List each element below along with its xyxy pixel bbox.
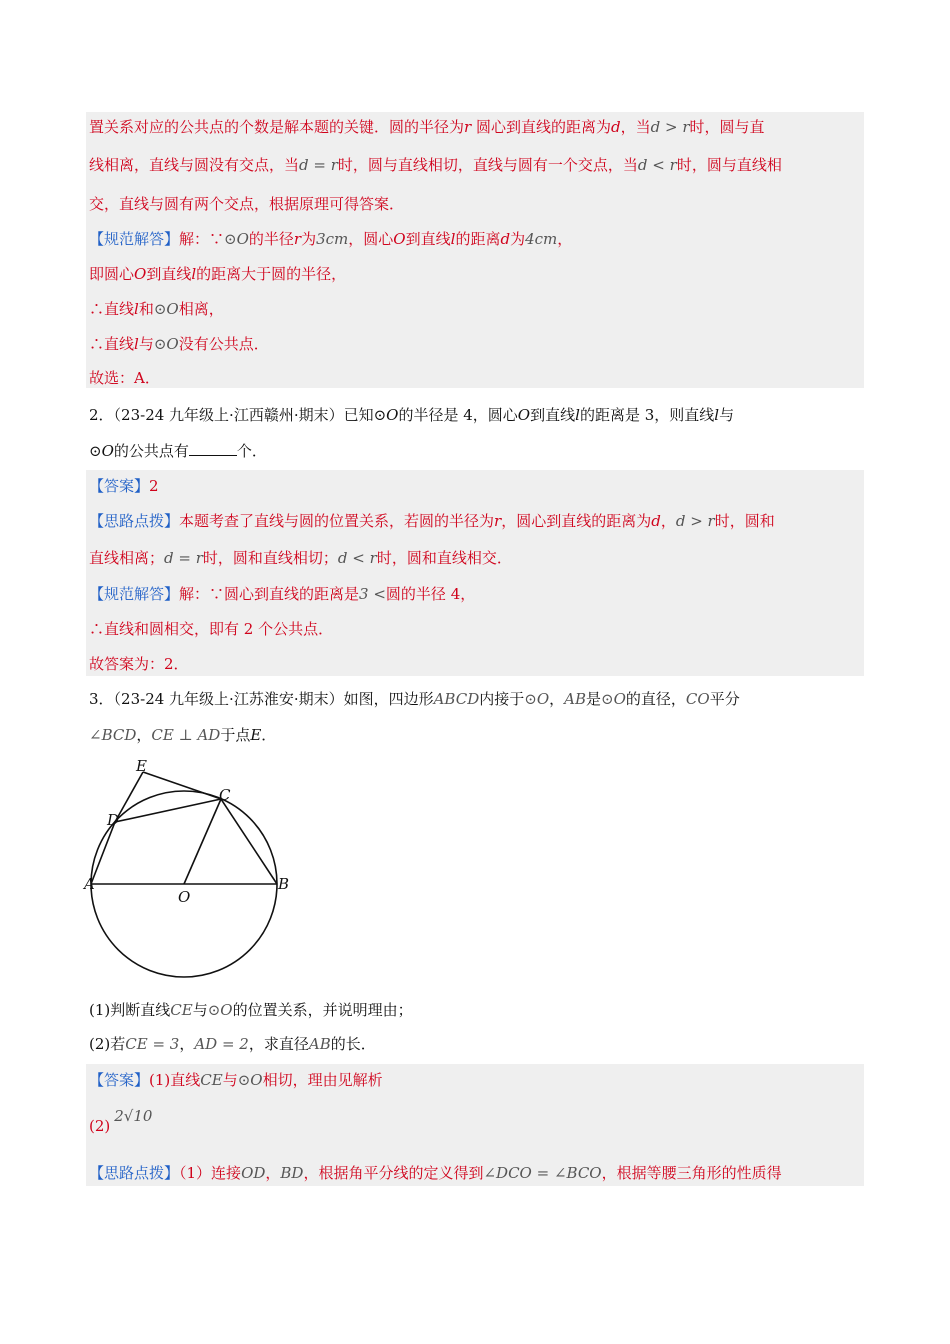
- q3-part2: (2)若CE = 3，AD = 2，求直径AB的长．: [89, 1035, 376, 1053]
- label-a: A: [84, 875, 95, 893]
- block1-line7: ∴直线l与⊙O没有公共点．: [89, 335, 269, 353]
- segment-co: [184, 799, 221, 884]
- label-c: C: [219, 786, 231, 804]
- a2-sol3: 故答案为：2．: [89, 655, 189, 673]
- q2-line1: 2．（23-24 九年级上·江西赣州·期末）已知⊙O的半径是 4，圆心O到直线l的距离是 3，则直线l与: [89, 406, 735, 424]
- block1-line1: 置关系对应的公共点的个数是解本题的关键．圆的半径为r 圆心到直线的距离为d，当d > r时，圆与直: [89, 118, 765, 136]
- block1-line8: 故选：A．: [89, 369, 160, 387]
- label-o: O: [178, 888, 191, 906]
- block1-line2: 线相离，直线与圆没有交点，当d = r时，圆与直线相切，直线与圆有一个交点，当d < r时，圆与直线相: [89, 156, 782, 174]
- label-d: D: [107, 811, 120, 829]
- block1-line3: 交，直线与圆有两个交点，根据原理可得答案．: [89, 195, 405, 213]
- a3-hint: 【思路点拨】（1）连接OD，BD，根据角平分线的定义得到∠DCO = ∠BCO，根据等腰三角形的性质得: [89, 1164, 782, 1182]
- answer-tag: 【答案】: [89, 477, 150, 495]
- a3-answer2: (2)2√10: [89, 1107, 153, 1135]
- solution-tag: 【规范解答】: [89, 230, 180, 248]
- hint-tag: 【思路点拨】: [89, 512, 180, 530]
- solution-tag: 【规范解答】: [89, 585, 180, 603]
- block1-line4: 【规范解答】解：∵⊙O的半径r为3cm，圆心O到直线l的距离d为4cm，: [89, 230, 573, 248]
- hint-tag: 【思路点拨】: [89, 1164, 180, 1182]
- answer-block-2-bg: [86, 470, 864, 676]
- block1-line5: 即圆心O到直线l的距离大于圆的半径，: [89, 265, 347, 283]
- answer-blank: [189, 441, 237, 456]
- a2-hint2: 直线相离；d = r时，圆和直线相切；d < r时，圆和直线相交．: [89, 549, 512, 567]
- geometry-figure: [80, 752, 310, 982]
- segment-de: [115, 772, 143, 822]
- q3-line1: 3．（23-24 九年级上·江苏淮安·期末）如图，四边形ABCD内接于⊙O，AB是⊙O的直径，CO平分: [89, 690, 740, 708]
- q3-part1: (1)判断直线CE与⊙O的位置关系，并说明理由；: [89, 1001, 413, 1019]
- a2-hint1: 【思路点拨】本题考查了直线与圆的位置关系，若圆的半径为r，圆心到直线的距离为d，d > r时，圆和: [89, 512, 775, 530]
- a3-answer1: 【答案】(1)直线CE与⊙O相切，理由见解析: [89, 1071, 383, 1089]
- label-b: B: [278, 875, 290, 893]
- block1-line6: ∴直线l和⊙O相离，: [89, 300, 224, 318]
- a2-sol2: ∴直线和圆相交，即有 2 个公共点．: [89, 620, 334, 638]
- a2-answer: 【答案】2: [89, 477, 159, 495]
- q2-line2: ⊙O的公共点有 个．: [89, 442, 267, 460]
- answer-tag: 【答案】: [89, 1071, 150, 1089]
- a2-sol1: 【规范解答】解：∵圆心到直线的距离是3 <圆的半径 4，: [89, 585, 476, 603]
- label-e: E: [136, 757, 147, 775]
- q3-line2: ∠BCD，CE ⊥ AD于点E．: [89, 726, 277, 744]
